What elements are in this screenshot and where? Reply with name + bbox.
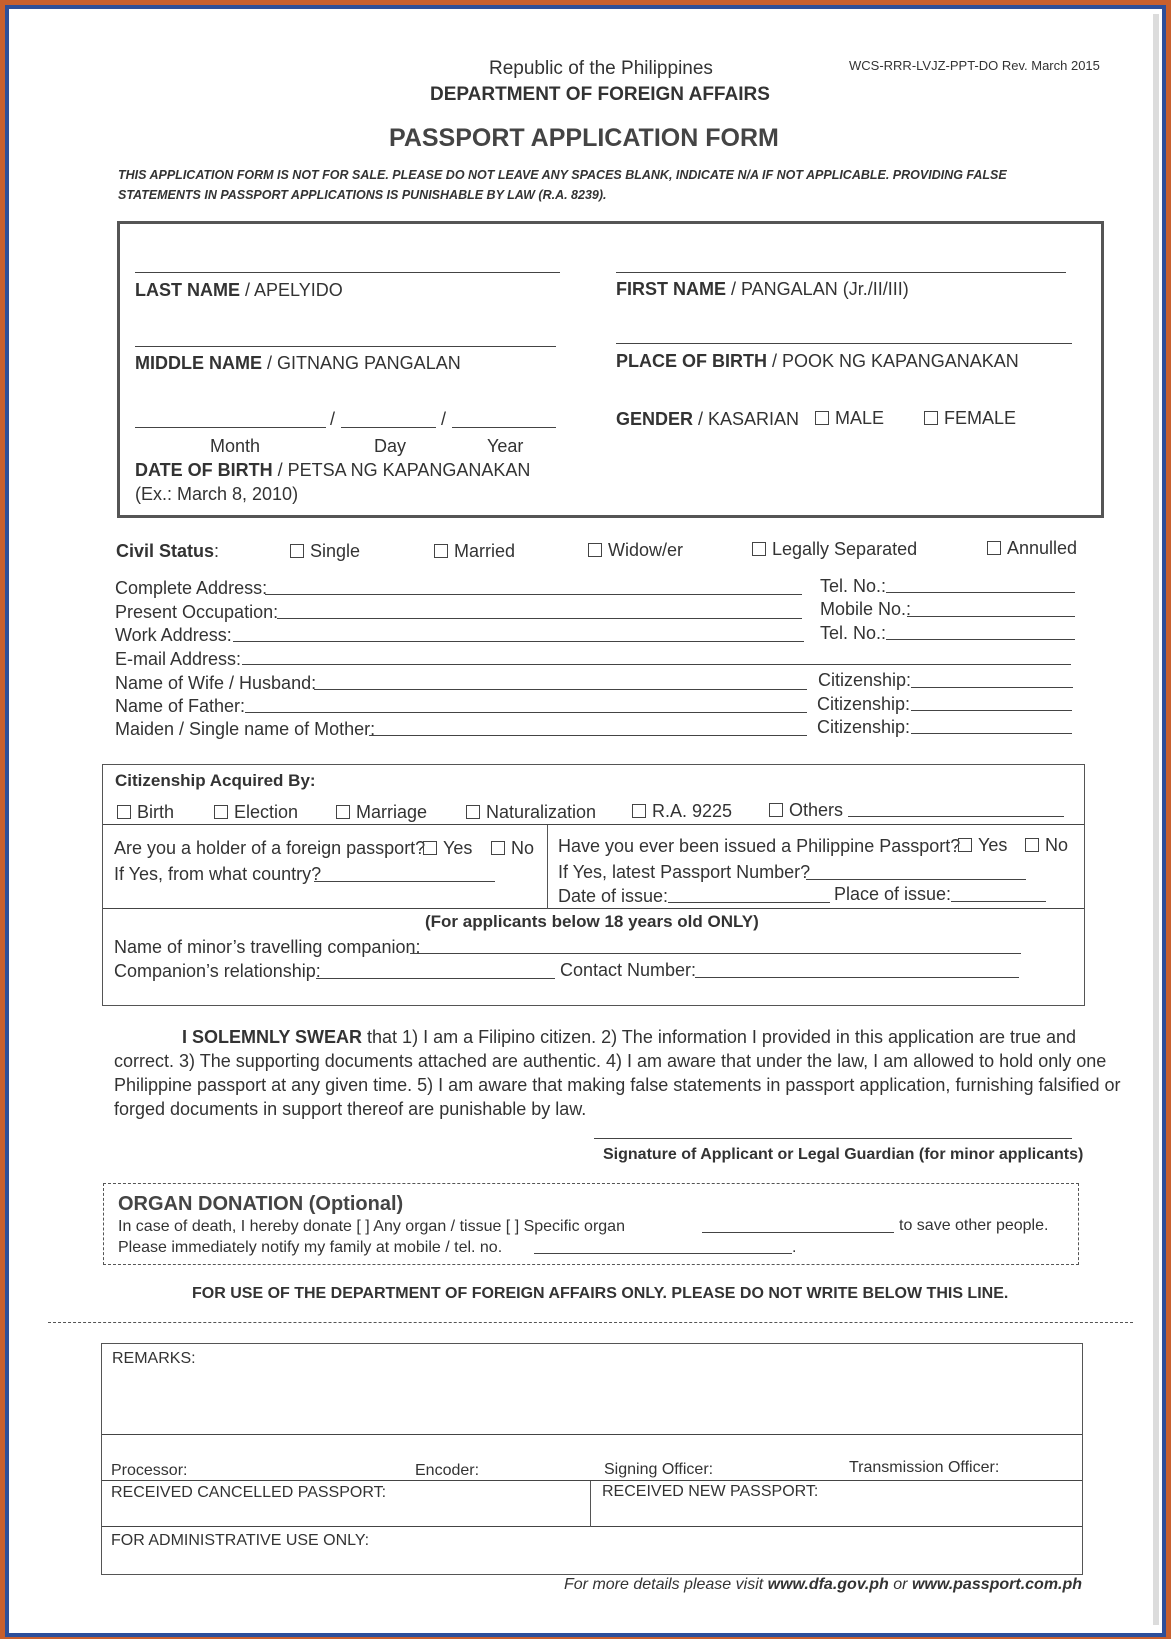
ph-passport-number-input[interactable] (806, 879, 1026, 880)
date-of-issue-input[interactable] (668, 902, 830, 903)
relationship-input[interactable] (316, 978, 555, 979)
department-text: DEPARTMENT OF FOREIGN AFFAIRS (430, 84, 770, 105)
ra9225-checkbox[interactable] (632, 804, 646, 818)
ph-passport-question: Have you ever been issued a Philippine Passport? (558, 836, 961, 856)
citizenship-divider (103, 824, 1084, 825)
civil-married-option[interactable]: Married (434, 541, 515, 562)
day-label: Day (374, 436, 407, 456)
citizenship-label-2: Citizenship: (817, 694, 911, 714)
organ-donation-line-1b: to save other people. (899, 1217, 1049, 1234)
remarks-label: REMARKS: (112, 1350, 196, 1367)
work-address-label: Work Address: (115, 625, 232, 645)
dob-example: (Ex.: March 8, 2010) (135, 484, 299, 504)
foreign-no-checkbox[interactable] (491, 841, 505, 855)
month-label: Month (210, 436, 261, 456)
organ-donation-line-2: Please immediately notify my family at mobile / tel. no. (118, 1239, 503, 1256)
cancelled-passport-label: RECEIVED CANCELLED PASSPORT: (111, 1484, 387, 1501)
foreign-country-label: If Yes, from what country? (114, 864, 322, 884)
passport-link[interactable]: www.passport.com.ph (911, 1576, 1083, 1593)
email-label: E-mail Address: (115, 649, 242, 669)
oath-line-1: I SOLEMNLY SWEAR that 1) I am a Filipino citizen. 2) The information I provided in this application are true and (182, 1027, 1077, 1047)
father-label: Name of Father: (115, 696, 246, 716)
tel-input-2[interactable] (886, 639, 1075, 640)
relationship-label: Companion’s relationship: (114, 961, 321, 981)
naturalization-checkbox[interactable] (466, 805, 480, 819)
year-label: Year (487, 436, 524, 456)
mother-label: Maiden / Single name of Mother: (115, 719, 376, 739)
tel-label-2: Tel. No.: (820, 623, 887, 643)
middle-name-input[interactable] (135, 346, 556, 347)
admin-use-label: FOR ADMINISTRATIVE USE ONLY: (111, 1532, 370, 1549)
first-name-input[interactable] (616, 272, 1066, 273)
complete-address-input[interactable] (265, 594, 802, 595)
dfa-link[interactable]: www.dfa.gov.ph (767, 1576, 889, 1593)
office-divider-3 (102, 1526, 1082, 1527)
email-input[interactable] (242, 664, 1071, 665)
single-checkbox[interactable] (290, 544, 304, 558)
signature-input[interactable] (594, 1138, 1072, 1139)
footer-note: For more details please visit www.dfa.gov.ph or www.passport.com.ph (564, 1576, 1083, 1593)
organ-donation-line-1: In case of death, I hereby donate [ ] Any organ / tissue [ ] Specific organ (118, 1218, 625, 1235)
organ-period: . (792, 1239, 797, 1256)
ph-yes-option[interactable]: Yes (958, 835, 1007, 856)
mobile-input[interactable] (907, 616, 1075, 617)
separated-checkbox[interactable] (752, 542, 766, 556)
foreign-yes-checkbox[interactable] (423, 841, 437, 855)
place-of-issue-input[interactable] (951, 901, 1046, 902)
spouse-label: Name of Wife / Husband: (115, 673, 317, 693)
office-divider-2 (102, 1480, 1082, 1481)
place-of-birth-input[interactable] (616, 343, 1072, 344)
cit-others-option[interactable]: Others (769, 800, 843, 821)
citizenship-input-1[interactable] (911, 687, 1073, 688)
foreign-passport-question: Are you a holder of a foreign passport? (114, 838, 426, 858)
foreign-yes-option[interactable]: Yes (423, 838, 472, 859)
occupation-input[interactable] (277, 618, 802, 619)
mother-input[interactable] (369, 735, 807, 736)
companion-label: Name of minor’s travelling companion: (114, 937, 421, 957)
cit-marriage-option[interactable]: Marriage (336, 802, 427, 823)
republic-text: Republic of the Philippines (489, 58, 713, 79)
male-checkbox[interactable] (815, 411, 829, 425)
last-name-label: LAST NAME / APELYIDO (135, 280, 343, 300)
processor-label: Processor: (111, 1462, 188, 1479)
signature-label: Signature of Applicant or Legal Guardian (for minor applicants) (603, 1146, 1084, 1163)
first-name-label: FIRST NAME / PANGALAN (Jr./II/III) (616, 279, 909, 299)
citizenship-input-3[interactable] (911, 733, 1072, 734)
citizenship-heading: Citizenship Acquired By: (115, 771, 316, 790)
widow-checkbox[interactable] (588, 543, 602, 557)
foreign-country-input[interactable] (314, 881, 495, 882)
minor-heading: (For applicants below 18 years old ONLY) (425, 912, 759, 931)
citizenship-label-1: Citizenship: (818, 670, 912, 690)
transmission-officer-label: Transmission Officer: (849, 1459, 1000, 1476)
form-title: PASSPORT APPLICATION FORM (389, 124, 779, 152)
oath-line-4: forged documents in support thereof are punishable by law. (114, 1099, 587, 1119)
cit-naturalization-option[interactable]: Naturalization (466, 802, 596, 823)
dob-day-input[interactable] (341, 427, 436, 428)
ph-yes-checkbox[interactable] (958, 838, 972, 852)
organ-donation-heading: ORGAN DONATION (Optional) (118, 1193, 404, 1215)
office-column-divider (590, 1481, 591, 1527)
passport-column-divider (547, 825, 548, 909)
ph-passport-number-label: If Yes, latest Passport Number? (558, 862, 811, 882)
dob-year-input[interactable] (452, 427, 556, 428)
contact-number-label: Contact Number: (560, 960, 697, 980)
date-of-issue-label: Date of issue: (558, 886, 669, 906)
female-checkbox[interactable] (924, 411, 938, 425)
civil-status-label: Civil Status: (116, 541, 220, 561)
others-checkbox[interactable] (769, 803, 783, 817)
signing-officer-label: Signing Officer: (604, 1461, 714, 1478)
form-code: WCS-RRR-LVJZ-PPT-DO Rev. March 2015 (849, 58, 1100, 73)
spouse-input[interactable] (314, 689, 807, 690)
ph-no-option[interactable]: No (1025, 835, 1068, 856)
passport-divider (103, 908, 1084, 909)
married-checkbox[interactable] (434, 544, 448, 558)
place-of-birth-label: PLACE OF BIRTH / POOK NG KAPANGANAKAN (616, 351, 1019, 371)
office-divider-1 (102, 1434, 1082, 1435)
dob-month-input[interactable] (135, 427, 326, 428)
work-address-input[interactable] (233, 641, 804, 642)
notify-number-input[interactable] (534, 1253, 792, 1254)
father-input[interactable] (245, 712, 807, 713)
gender-female-option[interactable]: FEMALE (924, 408, 1016, 429)
foreign-no-option[interactable]: No (491, 838, 534, 859)
encoder-label: Encoder: (415, 1462, 480, 1479)
others-input[interactable] (848, 816, 1064, 817)
gender-male-option[interactable]: MALE (815, 408, 884, 429)
notice-line-2: STATEMENTS IN PASSPORT APPLICATIONS IS PUNISHABLE BY LAW (R.A. 8239). (118, 188, 607, 202)
tel-input-1[interactable] (886, 592, 1075, 593)
companion-input[interactable] (410, 953, 1021, 954)
last-name-input[interactable] (135, 272, 560, 273)
marriage-checkbox[interactable] (336, 805, 350, 819)
cit-ra9225-option[interactable]: R.A. 9225 (632, 801, 732, 822)
annulled-checkbox[interactable] (987, 541, 1001, 555)
occupation-label: Present Occupation: (115, 602, 279, 622)
dob-slash-1: / (330, 409, 336, 429)
oath-line-2: correct. 3) The supporting documents attached are authentic. 4) I am aware that under the law, I am allowed to hold only one (114, 1051, 1107, 1071)
election-checkbox[interactable] (214, 805, 228, 819)
notice-line-1: THIS APPLICATION FORM IS NOT FOR SALE. PLEASE DO NOT LEAVE ANY SPACES BLANK, INDICATE N/A IF NOT APPLICABLE. PROVIDING FALSE (118, 168, 1007, 182)
ph-no-checkbox[interactable] (1025, 838, 1039, 852)
civil-single-option[interactable]: Single (290, 541, 360, 562)
new-passport-label: RECEIVED NEW PASSPORT: (602, 1483, 819, 1500)
dob-slash-2: / (441, 409, 447, 429)
citizenship-label-3: Citizenship: (817, 717, 911, 737)
oath-line-3: Philippine passport at any given time. 5) I am aware that making false statements in passport application, furnishing falsified or (114, 1075, 1121, 1095)
mobile-label: Mobile No.: (820, 599, 912, 619)
office-use-notice: FOR USE OF THE DEPARTMENT OF FOREIGN AFFAIRS ONLY. PLEASE DO NOT WRITE BELOW THIS LINE. (192, 1285, 1009, 1302)
civil-annulled-option[interactable]: Annulled (987, 538, 1077, 559)
citizenship-input-2[interactable] (911, 710, 1072, 711)
civil-separated-option[interactable]: Legally Separated (752, 539, 917, 560)
middle-name-label: MIDDLE NAME / GITNANG PANGALAN (135, 353, 461, 373)
gender-label: GENDER / KASARIAN (616, 409, 800, 429)
place-of-issue-label: Place of issue: (834, 884, 952, 904)
cut-line (48, 1322, 1133, 1323)
specific-organ-input[interactable] (702, 1232, 894, 1233)
cit-election-option[interactable]: Election (214, 802, 298, 823)
contact-number-input[interactable] (695, 977, 1019, 978)
complete-address-label: Complete Address: (115, 578, 268, 598)
cit-birth-option[interactable]: Birth (117, 802, 174, 823)
birth-checkbox[interactable] (117, 805, 131, 819)
civil-widow-option[interactable]: Widow/er (588, 540, 683, 561)
tel-label-1: Tel. No.: (820, 576, 887, 596)
dob-label: DATE OF BIRTH / PETSA NG KAPANGANAKAN (135, 460, 531, 480)
